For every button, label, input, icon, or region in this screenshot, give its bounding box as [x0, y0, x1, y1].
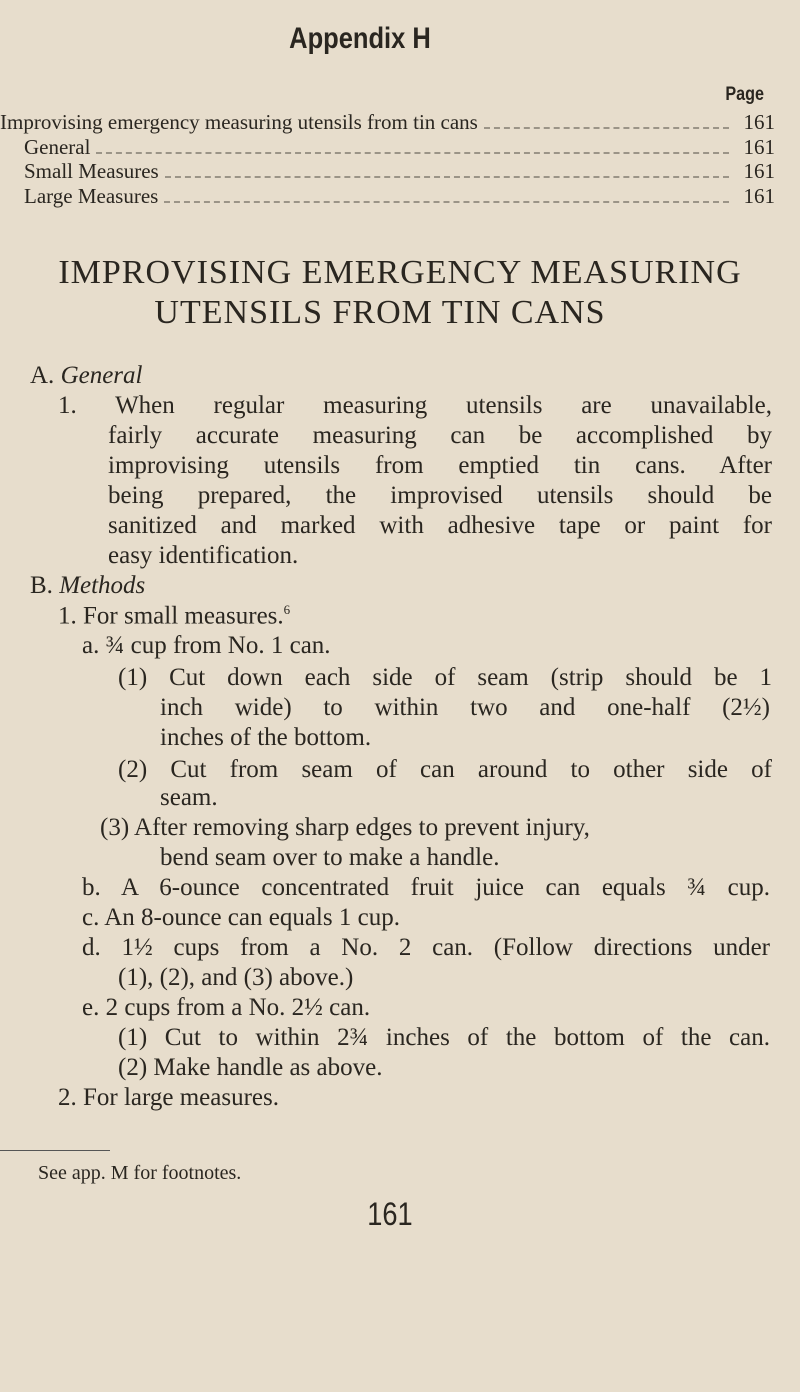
paragraph-line: sanitized and marked with adhesive tape or paint for — [108, 512, 772, 539]
toc-leader — [96, 138, 729, 154]
toc-entry[interactable] — [0, 159, 775, 183]
subitem-d-cont: (1), (2), and (3) above.) — [118, 964, 354, 991]
toc-entry-page: 161 — [743, 159, 775, 183]
toc-entry-page: 161 — [743, 110, 775, 134]
paragraph-line: 1. When regular measuring utensils are unavailable, — [58, 392, 772, 419]
section-a-title: General — [60, 362, 143, 389]
paragraph-line: easy identification. — [108, 542, 299, 569]
toc-entry-label: Large Measures — [24, 184, 159, 208]
item-small-measures-text: 1. For small measures. — [58, 602, 284, 630]
step-line: (3) After removing sharp edges to prevent injury, — [100, 814, 590, 841]
toc-page-header: Page — [725, 84, 765, 105]
toc-leader — [164, 187, 729, 203]
item-small-measures — [58, 602, 290, 630]
section-a-heading — [30, 362, 142, 390]
step-line: seam. — [160, 784, 218, 811]
section-b-marker: B. — [30, 572, 53, 599]
subitem-c: c. An 8-ounce can equals 1 cup. — [82, 904, 400, 931]
toc-entry-label: Small Measures — [24, 159, 159, 183]
subitem-d: d. 1½ cups from a No. 2 can. (Follow directions under — [82, 934, 770, 961]
step-line: bend seam over to make a handle. — [160, 844, 500, 871]
item-large-measures: 2. For large measures. — [58, 1084, 280, 1111]
subitem-e: e. 2 cups from a No. 2½ can. — [82, 994, 371, 1021]
section-heading-line1: IMPROVISING EMERGENCY MEASURING — [58, 254, 742, 291]
toc-entry[interactable] — [0, 110, 775, 134]
toc-entry-page: 161 — [743, 184, 775, 208]
section-a-marker: A. — [30, 362, 55, 389]
toc-entry[interactable] — [0, 135, 775, 159]
step-line: inch wide) to within two and one-half (2½) — [160, 694, 770, 721]
step-line: (1) Cut to within 2¾ inches of the bottom of the can. — [118, 1024, 770, 1051]
step-line: (2) Make handle as above. — [118, 1054, 383, 1081]
paragraph-line: improvising utensils from emptied tin cans. After — [108, 452, 772, 479]
page-number: 161 — [367, 1196, 413, 1232]
toc-entry-label: General — [24, 135, 91, 159]
step-line: (1) Cut down each side of seam (strip should be 1 — [118, 664, 772, 691]
section-b-title: Methods — [59, 572, 146, 599]
paragraph-line: fairly accurate measuring can be accomplished by — [108, 422, 772, 449]
step-line: (2) Cut from seam of can around to other side of — [118, 756, 772, 783]
subitem-b: b. A 6-ounce concentrated fruit juice can equals ¾ cup. — [82, 874, 770, 901]
section-b-heading — [30, 572, 145, 600]
section-heading-line2: UTENSILS FROM TIN CANS — [154, 294, 606, 331]
toc-entry-label: Improvising emergency measuring utensils from tin cans — [0, 110, 478, 134]
toc-leader — [165, 162, 729, 178]
step-line: inches of the bottom. — [160, 724, 372, 751]
paragraph-line: being prepared, the improvised utensils should be — [108, 482, 772, 509]
footnote-note: See app. M for footnotes. — [38, 1162, 242, 1184]
toc-leader — [484, 113, 729, 129]
footnote-divider — [0, 1150, 110, 1151]
toc-entry-page: 161 — [743, 135, 775, 159]
appendix-title: Appendix H — [289, 22, 431, 55]
subitem-a: a. ¾ cup from No. 1 can. — [82, 632, 331, 659]
footnote-ref: 6 — [283, 602, 291, 617]
toc-entry[interactable] — [0, 184, 775, 208]
